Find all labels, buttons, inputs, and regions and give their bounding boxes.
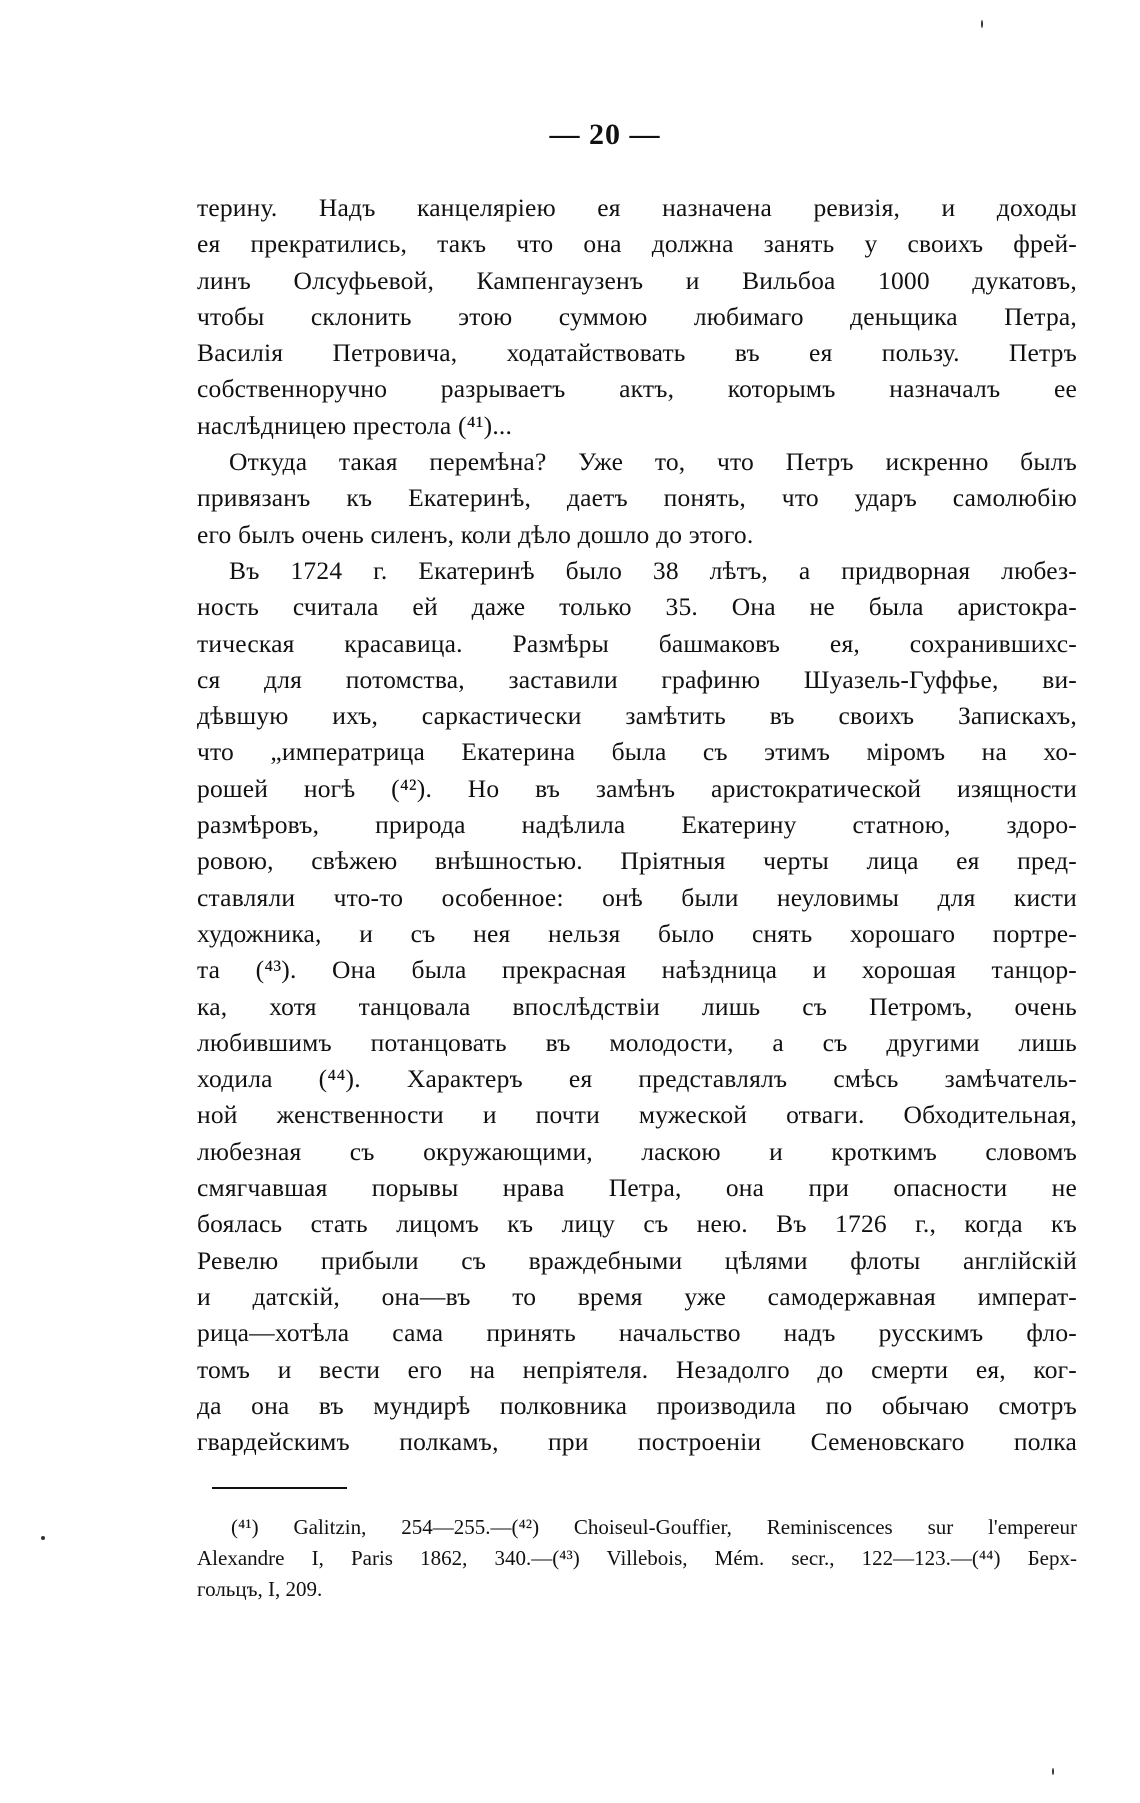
text-line: гвардейскимъ полкамъ, при построеніи Семеновскаго полка <box>197 1427 1077 1457</box>
footnote-line: Alexandre I, Paris 1862, 340.—(⁴³) Villebois, Mém. secr., 122—123.—(⁴⁴) Берх- <box>197 1546 1077 1570</box>
text-line: Василія Петровича, ходатайствовать въ ея пользу. Петръ <box>197 338 1077 368</box>
text-line: ность считала ей даже только 35. Она не была аристокра- <box>197 592 1077 622</box>
text-line: размѣровъ, природа надѣлила Екатерину статною, здоро- <box>197 810 1077 840</box>
text-line: художника, и съ нея нельзя было снять хорошаго портре- <box>197 918 1077 948</box>
body-text <box>197 190 1077 1460</box>
text-line: любезная съ окружающими, ласкою и кроткимъ словомъ <box>197 1136 1077 1166</box>
text-line: дѣвшую ихъ, саркастически замѣтить въ своихъ Запискахъ, <box>197 701 1077 731</box>
text-line: любившимъ потанцовать въ молодости, а съ другими лишь <box>197 1027 1077 1057</box>
print-speck <box>981 20 983 28</box>
text-line: его былъ очень силенъ, коли дѣло дошло до этого. <box>197 519 754 549</box>
footnote-line: гольцъ, I, 209. <box>197 1577 323 1601</box>
text-line: смягчавшая порывы нрава Петра, она при опасности не <box>197 1173 1077 1203</box>
text-line: чтобы склонить этою суммою любимаго деньщика Петра, <box>197 301 1077 331</box>
text-line: ной женственности и почти мужеской отваги. Обходительная, <box>197 1100 1077 1130</box>
text-line: ровою, свѣжею внѣшностью. Пріятныя черты лица ея пред- <box>197 846 1077 876</box>
text-line: терину. Надъ канцеляріею ея назначена ревизія, и доходы <box>197 193 1077 222</box>
text-line: ея прекратились, такъ что она должна занять у своихъ фрей- <box>197 229 1077 259</box>
text-line: ка, хотя танцовала впослѣдствіи лишь съ Петромъ, очень <box>197 991 1077 1021</box>
text-line: собственноручно разрываетъ актъ, которымъ назначалъ ее <box>197 374 1077 404</box>
footnote-line: (⁴¹) Galitzin, 254—255.—(⁴²) Choiseul-Gouffier, Reminiscences sur l'empereur <box>231 1515 1077 1539</box>
text-line: и датскій, она—въ то время уже самодержавная императ- <box>197 1281 1077 1311</box>
print-speck <box>1052 1768 1054 1775</box>
text-line: та (⁴³). Она была прекрасная наѣздница и хорошая танцор- <box>197 955 1077 985</box>
text-line: томъ и вести его на непріятеля. Незадолго до смерти ея, ког- <box>197 1354 1077 1384</box>
text-line: Въ 1724 г. Екатеринѣ было 38 лѣтъ, а придворная любез- <box>229 555 1077 585</box>
text-line: Ревелю прибыли съ враждебными цѣлями флоты англійскій <box>197 1245 1077 1275</box>
text-line: рошей ногѣ (⁴²). Но въ замѣнъ аристократической изящности <box>197 773 1077 803</box>
footnote-rule <box>212 1487 347 1489</box>
text-line: линъ Олсуфьевой, Кампенгаузенъ и Вильбоа 1000 дукатовъ, <box>197 265 1077 295</box>
text-line: что „императрица Екатерина была съ этимъ міромъ на хо- <box>197 737 1077 767</box>
text-line: да она въ мундирѣ полковника производила по обычаю смотръ <box>197 1390 1077 1420</box>
text-line: ся для потомства, заставили графиню Шуазель-Гуффье, ви- <box>197 664 1077 694</box>
page-number: — 20 — <box>549 118 661 151</box>
print-speck <box>41 1536 45 1540</box>
text-line: ходила (⁴⁴). Характеръ ея представлялъ смѣсь замѣчатель- <box>197 1064 1077 1094</box>
text-line: рица—хотѣла сама принять начальство надъ русскимъ фло- <box>197 1318 1077 1348</box>
text-line: ставляли что-то особенное: онѣ были неуловимы для кисти <box>197 882 1077 912</box>
text-line: боялась стать лицомъ къ лицу съ нею. Въ 1726 г., когда къ <box>197 1209 1077 1239</box>
text-line: тическая красавица. Размѣры башмаковъ ея, сохранившихс- <box>197 628 1077 658</box>
text-line: привязанъ къ Екатеринѣ, даетъ понять, что ударъ самолюбію <box>197 483 1077 513</box>
text-line: наслѣдницею престола (⁴¹)... <box>197 410 513 440</box>
footnotes <box>197 1512 1077 1605</box>
text-line: Откуда такая перемѣна? Уже то, что Петръ искренно былъ <box>229 447 1077 477</box>
